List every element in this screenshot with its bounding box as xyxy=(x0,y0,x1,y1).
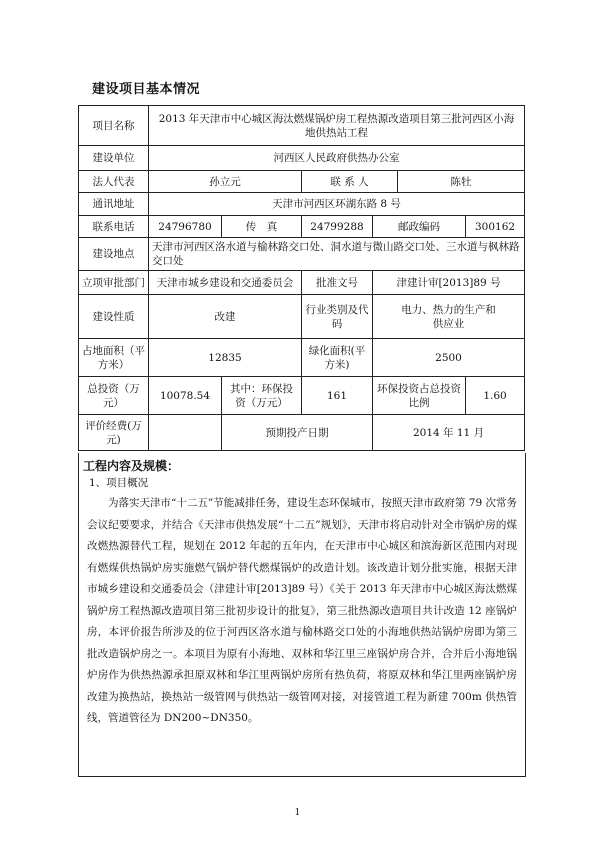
approval-dept-label: 立项审批部门 xyxy=(79,271,149,295)
basic-info-table xyxy=(78,105,525,451)
nature-label: 建设性质 xyxy=(79,295,149,339)
row-area xyxy=(79,339,525,377)
legal-rep-value: 孙立元 xyxy=(149,171,302,193)
eval-fee-value xyxy=(149,415,222,451)
approval-no-value: 津建计审[2013]89 号 xyxy=(373,271,525,295)
project-name-value: 2013 年天津市中心城区海汰燃煤锅炉房工程热源改造项目第三批河西区小海地供热站工程 xyxy=(149,106,525,146)
row-location xyxy=(79,238,525,271)
row-eval-fee xyxy=(79,415,525,451)
operation-date-value: 2014 年 11 月 xyxy=(373,415,525,451)
env-ratio-value: 1.60 xyxy=(466,377,525,415)
area-value: 12835 xyxy=(149,339,302,377)
phone-label: 联系电话 xyxy=(79,216,149,238)
project-overview-text xyxy=(87,493,517,730)
eval-fee-label: 评价经费(万元) xyxy=(79,415,149,451)
fax-label: 传 真 xyxy=(222,216,302,238)
address-value: 天津市河西区环湖东路 8 号 xyxy=(149,193,525,216)
approval-dept-value: 天津市城乡建设和交通委员会 xyxy=(149,271,302,295)
phone-value: 24796780 xyxy=(149,216,222,238)
builder-label: 建设单位 xyxy=(79,146,149,171)
row-nature xyxy=(79,295,525,339)
green-value: 2500 xyxy=(373,339,525,377)
green-label: 绿化面积(平方米) xyxy=(302,339,373,377)
project-content-section xyxy=(78,453,526,777)
fax-value: 24799288 xyxy=(302,216,373,238)
location-value: 天津市河西区洛水道与榆林路交口处、洞水道与微山路交口处、三水道与枫林路交口处 xyxy=(149,238,525,271)
row-project-name xyxy=(79,106,525,146)
section-subheading: 1、项目概况 xyxy=(89,477,149,489)
industry-value: 电力、热力的生产和供应业 xyxy=(373,295,525,339)
industry-label: 行业类别及代码 xyxy=(302,295,373,339)
section-heading: 工程内容及规模： xyxy=(83,459,180,473)
postcode-value: 300162 xyxy=(466,216,525,238)
legal-rep-label: 法人代表 xyxy=(79,171,149,193)
row-address xyxy=(79,193,525,216)
row-approval xyxy=(79,271,525,295)
row-legal-rep xyxy=(79,171,525,193)
row-phone xyxy=(79,216,525,238)
builder-value: 河西区人民政府供热办公室 xyxy=(149,146,525,171)
address-label: 通讯地址 xyxy=(79,193,149,216)
nature-value: 改建 xyxy=(149,295,302,339)
page-title: 建设项目基本情况 xyxy=(92,82,201,97)
project-name-label: 项目名称 xyxy=(79,106,149,146)
location-label: 建设地点 xyxy=(79,238,149,271)
row-investment xyxy=(79,377,525,415)
approval-no-label: 批准文号 xyxy=(302,271,373,295)
contact-label: 联 系 人 xyxy=(302,171,398,193)
invest-label: 总投资（万元） xyxy=(79,377,149,415)
operation-date-label: 预期投产日期 xyxy=(222,415,373,451)
contact-value: 陈牡 xyxy=(398,171,525,193)
page-number: 1 xyxy=(294,808,301,818)
invest-value: 10078.54 xyxy=(149,377,222,415)
env-invest-label: 其中：环保投资（万元） xyxy=(222,377,302,415)
env-ratio-label: 环保投资占总投资比例 xyxy=(373,377,466,415)
row-builder xyxy=(79,146,525,171)
area-label: 占地面积（平方米） xyxy=(79,339,149,377)
overview-paragraph: 为落实天津市“十二五”节能减排任务，建设生态环保城市，按照天津市政府第 79 次常务会议纪要要求，并结合《天津市供热发展“十二五”规划》，天津市将启动针对全市锅炉房的煤改燃热源替代工程，规划在 2012 年起的五年内，在天津市中心城区和滨海新区范围内对现有燃煤供热锅炉房实施燃气锅炉替代燃煤锅炉的改造计划。该改造计划分批实施，根据天津市城乡建设和交通委员会（津建计审[2013]89 号）《关于 2013 年天津市中心城区海汰燃煤锅炉房工程热源改造项目第三批初步设计的批复》，第三批热源改造项目共计改造 12 座锅炉房，本评价报告所涉及的位于河西区洛水道与榆林路交口处的小海地供热站锅炉房即为第三批改造锅炉房之一。本项目为原有小海地、双林和华江里三座锅炉房合并，合并后小海地锅炉房作为供热热源承担原双林和华江里两锅炉房所有热负荷，将原双林和华江里两座锅炉房改建为换热站，换热站一级管网与供热站一级管网对接，对接管道工程为新建 700m 供热管线，管道管径为 DN200~DN350。 xyxy=(87,497,517,724)
postcode-label: 邮政编码 xyxy=(373,216,466,238)
env-invest-value: 161 xyxy=(302,377,373,415)
